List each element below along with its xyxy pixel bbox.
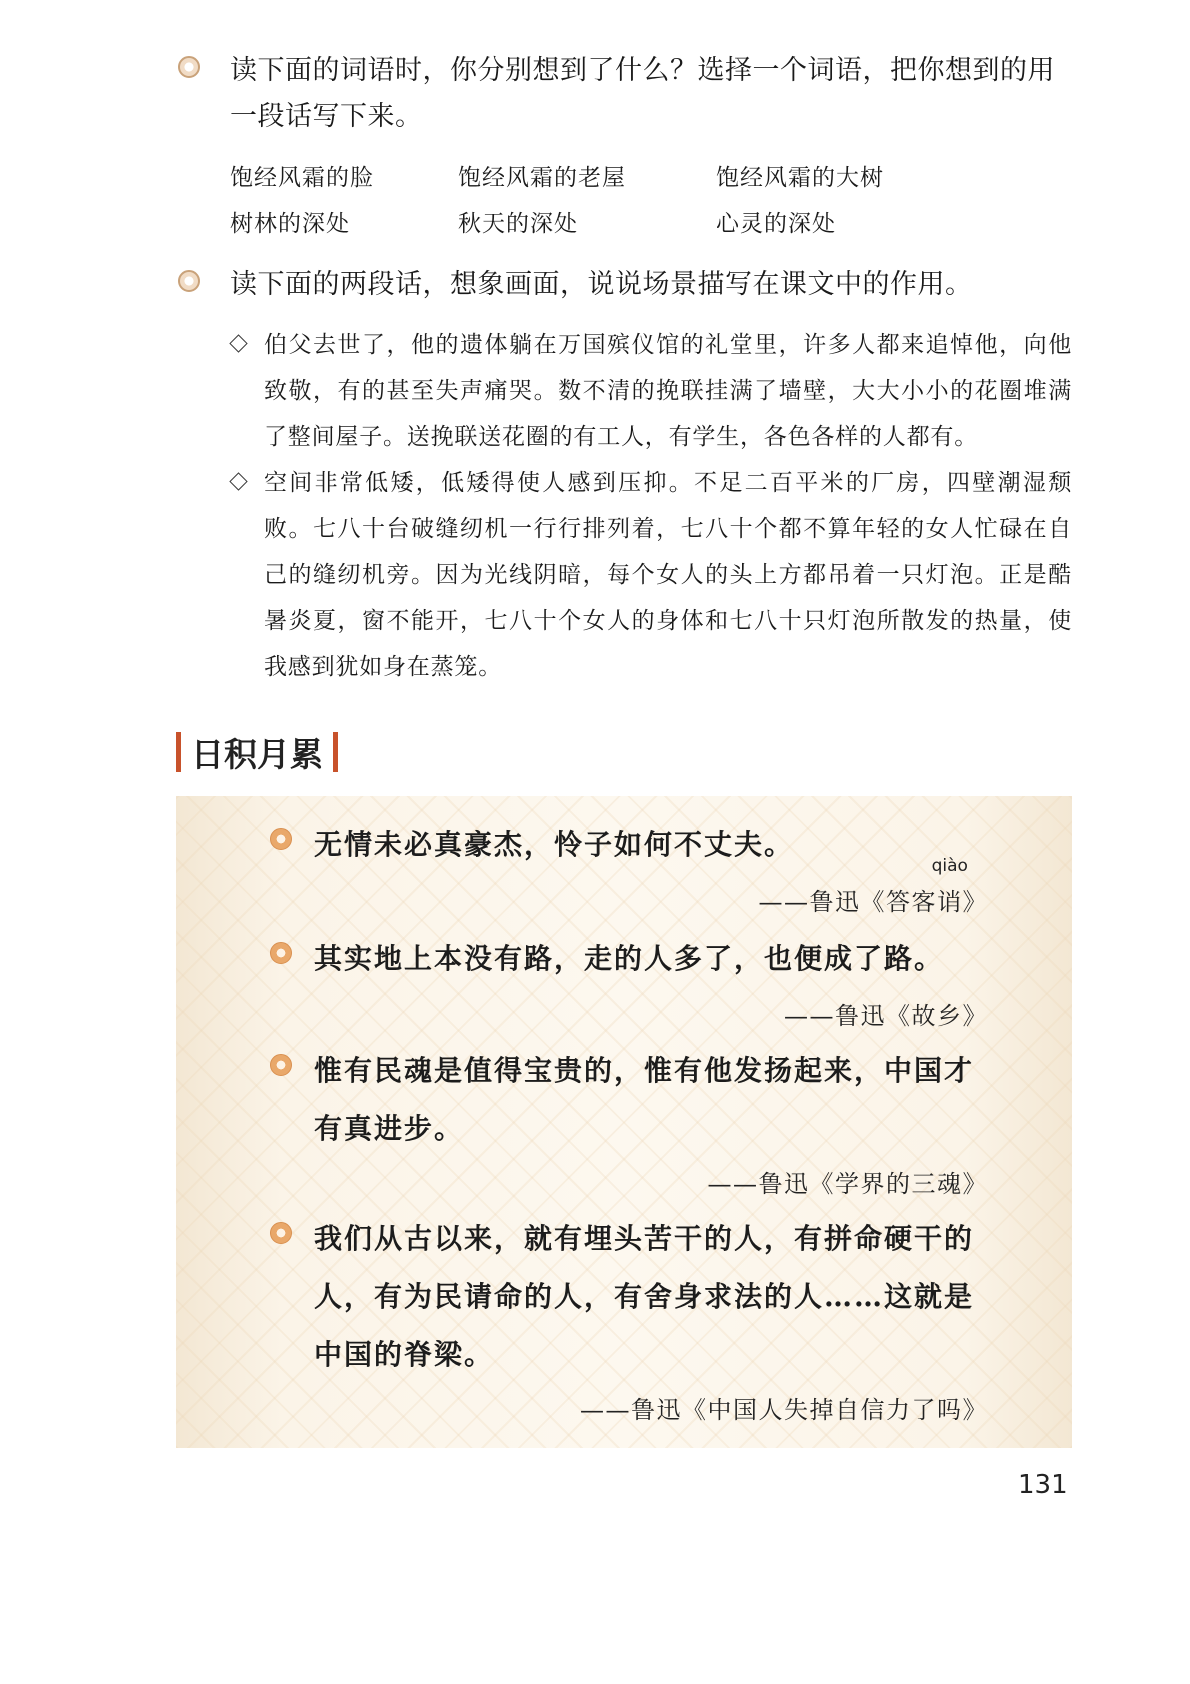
quote-2	[272, 930, 992, 988]
word-item: 饱经风霜的老屋	[458, 164, 626, 191]
exercise-1-prompt: 读下面的词语时，你分别想到了什么？选择一个词语，把你想到的用一段话写下来。	[230, 55, 1055, 132]
quote-text: 惟有民魂是值得宝贵的，惟有他发扬起来，中国才有真进步。	[314, 1054, 975, 1145]
word-item: 秋天的深处	[458, 210, 578, 237]
title-bar-left	[176, 732, 181, 772]
circle-bullet-icon	[178, 56, 200, 78]
exercise-1	[178, 48, 1078, 140]
word-item: 饱经风霜的大树	[716, 164, 884, 191]
exercise-2-prompt: 读下面的两段话，想象画面，说说场景描写在课文中的作用。	[230, 269, 973, 300]
word-row-2	[230, 198, 1030, 244]
quotes-panel	[176, 796, 1072, 1448]
quote-source-suffix: 》	[962, 888, 988, 916]
circle-bullet-icon	[178, 270, 200, 292]
ruby-base: 诮	[937, 888, 963, 916]
quote-3	[272, 1042, 992, 1158]
quote-4	[272, 1210, 992, 1384]
pinyin: qiào	[931, 856, 968, 876]
quote-text: 我们从古以来，就有埋头苦干的人，有拼命硬干的人，有为民请命的人，有舍身求法的人……这就是中国的脊梁。	[314, 1222, 975, 1371]
ruby-char	[931, 856, 968, 917]
diamond-bullet-icon	[229, 472, 247, 490]
word-item: 树林的深处	[230, 210, 350, 237]
quote-source	[758, 856, 989, 917]
quote-source: ——鲁迅《学界的三魂》	[707, 1170, 988, 1198]
word-row-1	[230, 152, 1030, 198]
circle-bullet-icon	[270, 828, 292, 850]
section-title	[176, 730, 338, 774]
paragraph-text: 伯父去世了，他的遗体躺在万国殡仪馆的礼堂里，许多人都来追悼他，向他致敬，有的甚至失声痛哭。数不清的挽联挂满了墙壁，大大小小的花圈堆满了整间屋子。送挽联送花圈的有工人，有学生，各色各样的人都有。	[264, 332, 1072, 450]
circle-bullet-icon	[270, 1222, 292, 1244]
quote-1	[272, 816, 992, 874]
scene-paragraph-1	[232, 322, 1072, 460]
quote-text: 无情未必真豪杰，怜子如何不丈夫。	[314, 828, 795, 861]
circle-bullet-icon	[270, 1054, 292, 1076]
scene-paragraph-2	[232, 460, 1072, 690]
section-title-text: 日积月累	[191, 734, 323, 774]
title-bar-right	[333, 732, 338, 772]
quote-source: ——鲁迅《故乡》	[784, 1002, 988, 1030]
diamond-bullet-icon	[229, 334, 247, 352]
quote-source: ——鲁迅《中国人失掉自信力了吗》	[580, 1396, 988, 1424]
quote-text: 其实地上本没有路，走的人多了，也便成了路。	[314, 942, 945, 975]
exercise-2	[178, 262, 1078, 308]
paragraph-text: 空间非常低矮，低矮得使人感到压抑。不足二百平米的厂房，四壁潮湿颓败。七八十台破缝纫机一行行排列着，七八十个都不算年轻的女人忙碌在自己的缝纫机旁。因为光线阴暗，每个女人的头上方都吊着一只灯泡。正是酷暑炎夏，窗不能开，七八十个女人的身体和七八十只灯泡所散发的热量，使我感到犹如身在蒸笼。	[264, 470, 1072, 680]
word-list	[230, 152, 1030, 244]
page-number: 131	[1018, 1470, 1068, 1500]
word-item: 心灵的深处	[716, 210, 836, 237]
circle-bullet-icon	[270, 942, 292, 964]
word-item: 饱经风霜的脸	[230, 164, 374, 191]
quote-source-prefix: ——鲁迅《答客	[758, 888, 937, 916]
